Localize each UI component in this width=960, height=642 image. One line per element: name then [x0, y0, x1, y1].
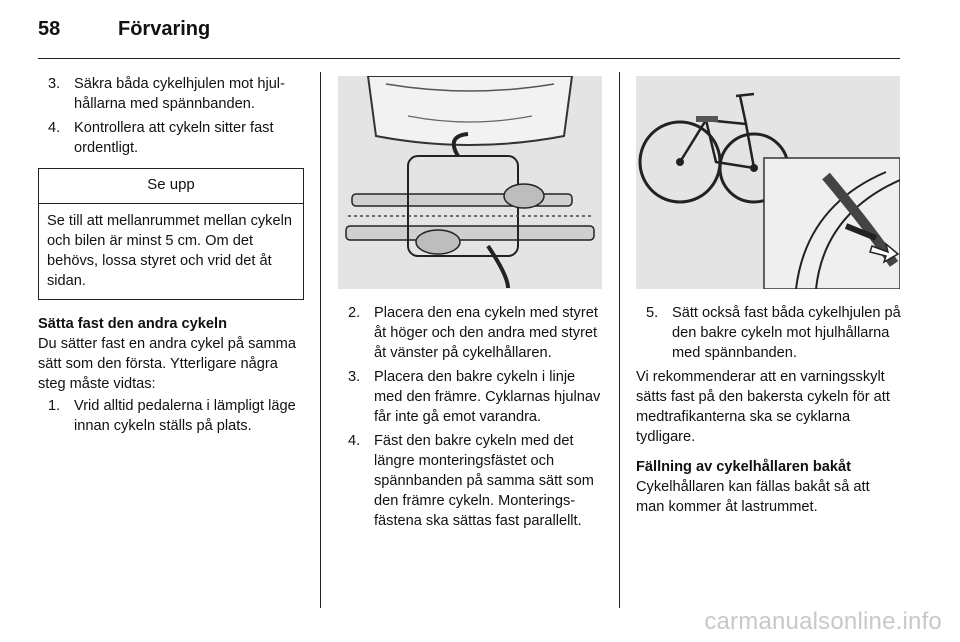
column-3 — [636, 76, 902, 517]
step-number: 5. — [646, 305, 659, 321]
step-text: Säkra båda cykelhjulen mot hjulhållarna med spännbanden. — [74, 76, 285, 112]
step-2 — [338, 303, 604, 363]
step-number: 3. — [48, 76, 61, 92]
column-divider-1 — [320, 72, 321, 608]
page-title: Förvaring — [118, 18, 211, 40]
step-text: Sätt också fast båda cykelhjulen på den bakre cykeln mot hjulhållarna med spännbanden. — [672, 305, 901, 361]
intro-paragraph: Du sätter fast en andra cykel på samma sätt som den första. Ytterligare några steg måste vidtas: — [38, 336, 296, 392]
step-number: 2. — [348, 305, 361, 321]
column-2 — [338, 76, 604, 535]
step-3 — [38, 74, 304, 114]
column-1 — [38, 74, 304, 440]
step-4 — [38, 118, 304, 158]
step-number: 1. — [48, 398, 61, 414]
subheading-fold-back: Fällning av cykelhållaren bakåt — [636, 459, 851, 475]
step-number: 4. — [348, 433, 361, 449]
step-3 — [338, 367, 604, 427]
step-number: 4. — [48, 120, 61, 136]
fold-back-paragraph: Cykelhållaren kan fällas bakåt så att man kommer åt lastrummet. — [636, 479, 870, 515]
bike-wheel-strap-illustration — [636, 76, 900, 289]
step-5 — [636, 303, 902, 363]
step-text: Placera den bakre cykeln i linje med den främre. Cyklarnas hjulnav får inte gå emot varandra. — [374, 369, 601, 425]
bike-carrier-top-view-drawing — [338, 76, 602, 289]
header-rule — [38, 58, 900, 59]
warning-text: Se till att mellanrummet mellan cykeln och bilen är minst 5 cm. Om det behövs, lossa styret och vrid det åt sidan. — [47, 213, 292, 289]
watermark: carmanualsonline.info — [704, 608, 942, 635]
step-number: 3. — [348, 369, 361, 385]
step-text: Vrid alltid pedalerna i lämpligt läge innan cykeln ställs på plats. — [74, 398, 296, 434]
page-header — [38, 18, 210, 48]
warning-title: Se upp — [39, 169, 303, 204]
step-text: Fäst den bakre cykeln med det längre monteringsfästet och spännbanden på samma sätt som den främre cykeln. Monteringsfästena ska sättas fast parallellt. — [374, 433, 594, 529]
bike-wheel-strap-drawing — [636, 76, 900, 289]
step-text: Kontrollera att cykeln sitter fast ordentligt. — [74, 120, 274, 156]
column-divider-2 — [619, 72, 620, 608]
step-1 — [38, 396, 304, 436]
page-number: 58 — [38, 18, 61, 40]
warning-box — [38, 168, 304, 300]
bike-carrier-top-view-illustration — [338, 76, 602, 289]
recommendation-paragraph: Vi rekommenderar att en varningsskylt sätts fast på den bakersta cykeln för att medtrafikanterna ska se cyklarna tydligare. — [636, 369, 890, 445]
step-4 — [338, 431, 604, 531]
subheading-second-bike: Sätta fast den andra cykeln — [38, 316, 227, 332]
step-text: Placera den ena cykeln med styret åt höger och den andra med styret åt vänster på cykelhållaren. — [374, 305, 598, 361]
